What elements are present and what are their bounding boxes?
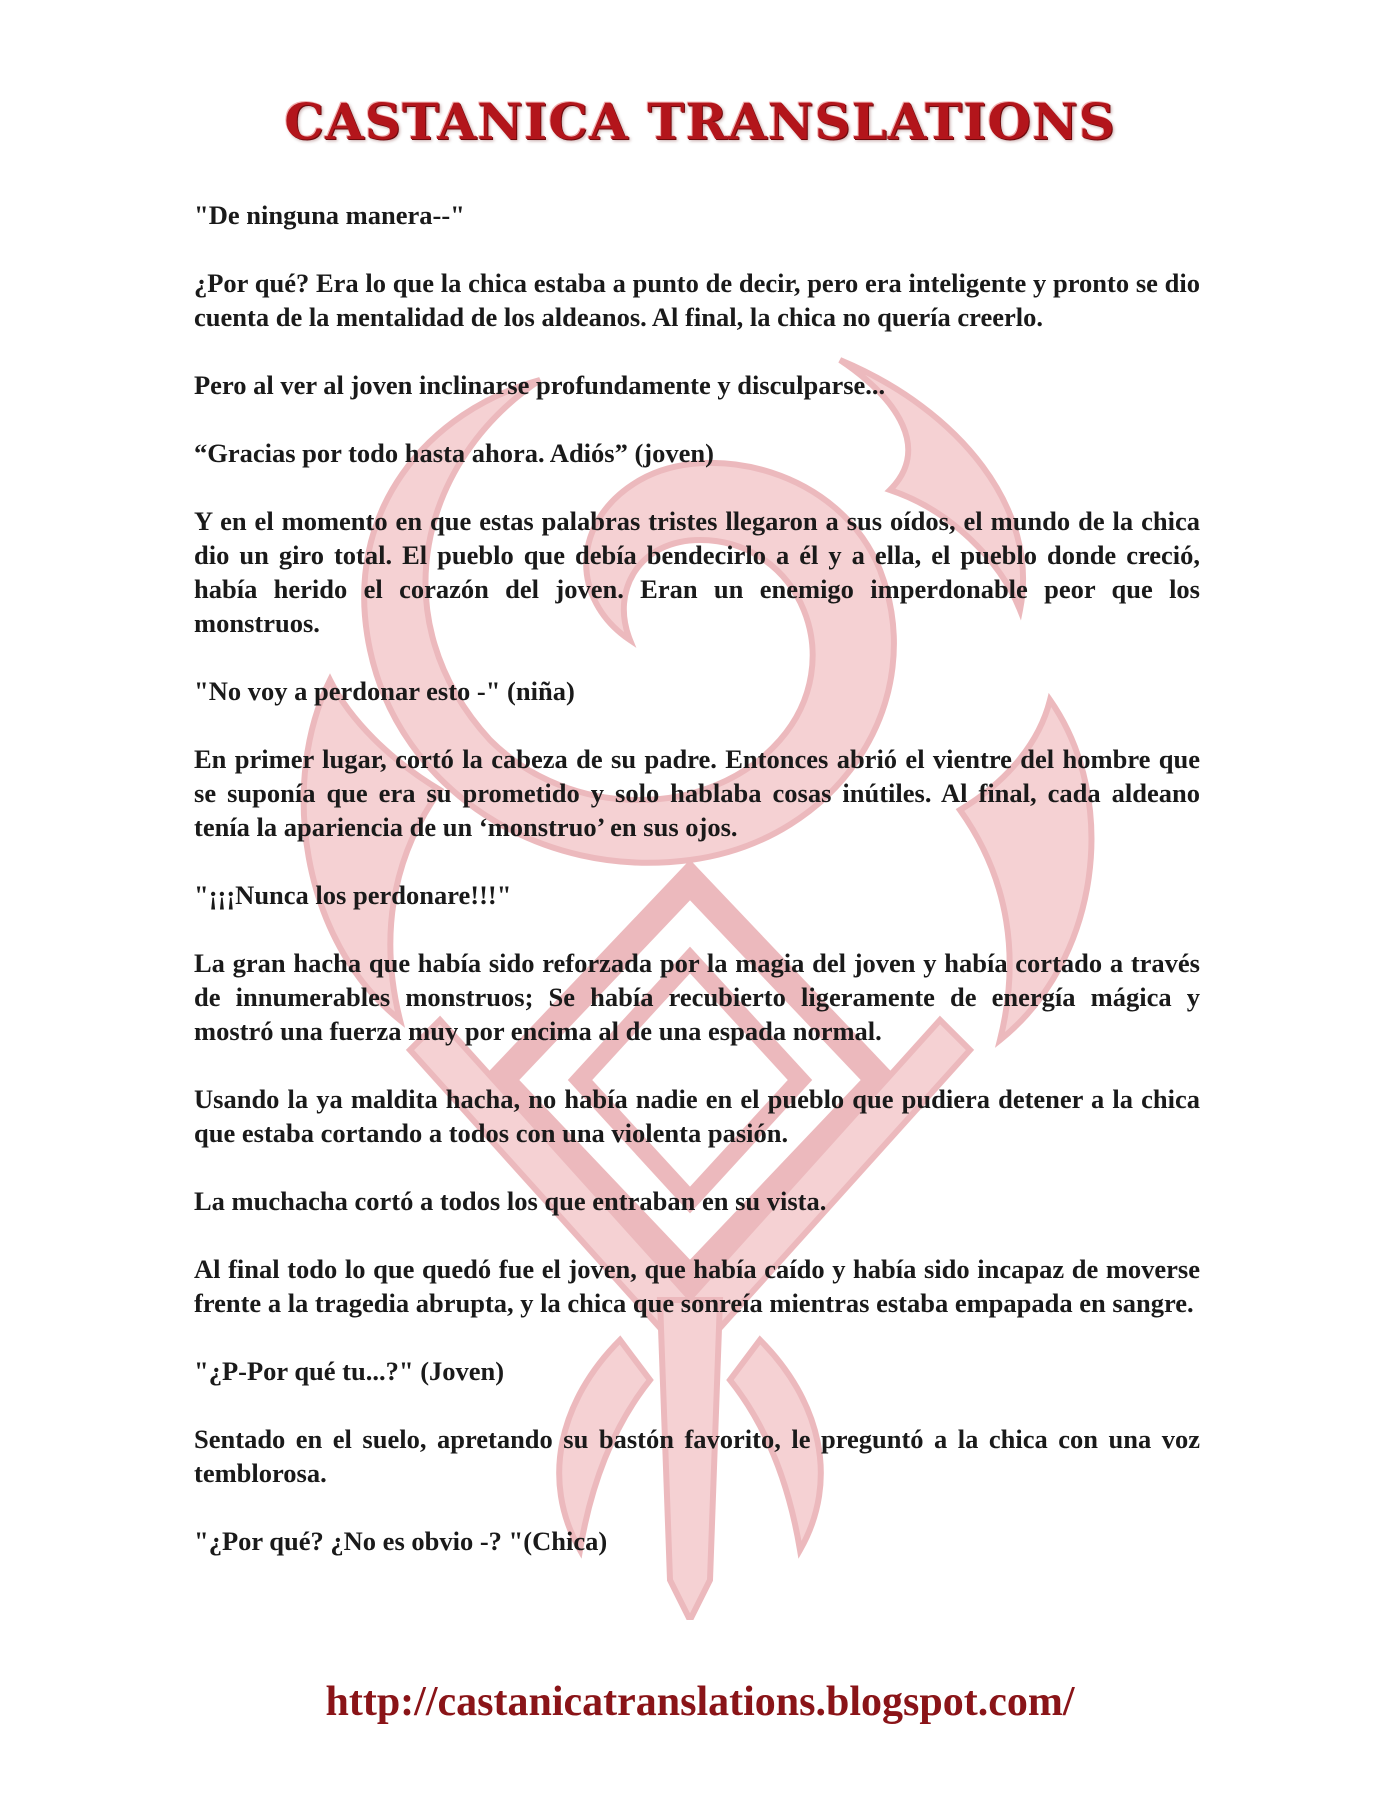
paragraph: "De ninguna manera--"	[194, 200, 465, 230]
paragraph: "¿Por qué? ¿No es obvio -? "(Chica)	[194, 1526, 608, 1556]
page-title: CASTANICA TRANSLATIONS	[284, 92, 1116, 151]
paragraph: Usando la ya maldita hacha, no había nadie en el pueblo que pudiera detener a la chica que estaba cortando a todos con una violenta pasión.	[194, 1084, 1200, 1148]
paragraph: ¿Por qué? Era lo que la chica estaba a punto de decir, pero era inteligente y pronto se dio cuenta de la mentalidad de los aldeanos. Al final, la chica no quería creerlo.	[194, 268, 1200, 332]
footer-url-link[interactable]: http://castanicatranslations.blogspot.com/	[325, 1679, 1075, 1725]
paragraph: La muchacha cortó a todos los que entraban en su vista.	[194, 1186, 827, 1216]
paragraph: “Gracias por todo hasta ahora. Adiós” (joven)	[194, 438, 714, 468]
paragraph: Al final todo lo que quedó fue el joven, que había caído y había sido incapaz de moverse frente a la tragedia abrupta, y la chica que sonreía mientras estaba empapada en sangre.	[194, 1254, 1200, 1318]
paragraph: Sentado en el suelo, apretando su bastón favorito, le preguntó a la chica con una voz temblorosa.	[194, 1424, 1200, 1488]
document-body	[194, 198, 1200, 1592]
paragraph: "No voy a perdonar esto -" (niña)	[194, 676, 575, 706]
paragraph: Pero al ver al joven inclinarse profundamente y disculparse...	[194, 370, 886, 400]
paragraph: En primer lugar, cortó la cabeza de su padre. Entonces abrió el vientre del hombre que se suponía que era su prometido y solo hablaba cosas inútiles. Al final, cada aldeano tenía la apariencia de un ‘monstruo’ en sus ojos.	[194, 744, 1200, 842]
paragraph: "¿P-Por qué tu...?" (Joven)	[194, 1356, 505, 1386]
paragraph: "¡¡¡Nunca los perdonare!!!"	[194, 880, 512, 910]
paragraph: La gran hacha que había sido reforzada por la magia del joven y había cortado a través de innumerables monstruos; Se había recubierto ligeramente de energía mágica y mostró una fuerza muy por encima al de una espada normal.	[194, 948, 1200, 1046]
paragraph: Y en el momento en que estas palabras tristes llegaron a sus oídos, el mundo de la chica dio un giro total. El pueblo que debía bendecirlo a él y a ella, el pueblo donde creció, había herido el corazón del joven. Eran un enemigo imperdonable peor que los monstruos.	[194, 506, 1200, 638]
